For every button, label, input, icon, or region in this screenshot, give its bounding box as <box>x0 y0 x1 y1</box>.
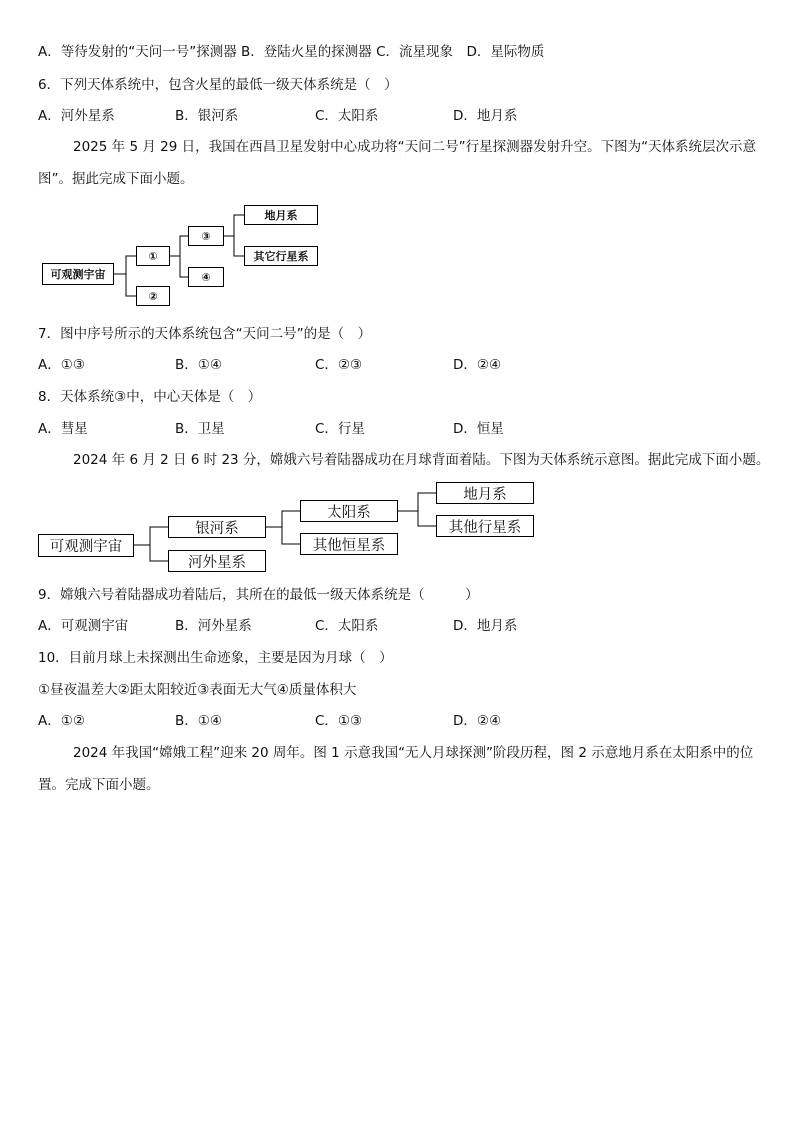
q9-option-d: D．地月系 <box>453 618 518 634</box>
q7-option-b: B．①④ <box>175 357 222 373</box>
passage1-line1: 2025 年 5 月 29 日，我国在西昌卫星发射中心成功将“天问二号”行星探测器发射升空。下图为“天体系统层次示意 <box>73 139 757 155</box>
q10-option-a: A．①② <box>38 713 85 729</box>
passage2-line1: 2024 年 6 月 2 日 6 时 23 分，嫦娥六号着陆器成功在月球背面着陆。下图为天体系统示意图。据此完成下面小题。 <box>73 452 770 468</box>
q8-option-a: A．彗星 <box>38 421 88 437</box>
d2-earth-moon-box: 地月系 <box>436 482 534 504</box>
passage3-line1: 2024 年我国“嫦娥工程”迎来 20 周年。图 1 示意我国“无人月球探测”阶段历程，图 2 示意地月系在太阳系中的位 <box>73 745 754 761</box>
q5-options: A．等待发射的“天问一号”探测器 B．登陆火星的探测器 C．流星现象 D．星际物质 <box>38 44 545 60</box>
q10-option-b: B．①④ <box>175 713 222 729</box>
q7-option-c: C．②③ <box>315 357 363 373</box>
q6-stem: 6．下列天体系统中，包含火星的最低一级天体系统是（ ） <box>38 77 398 93</box>
q8-option-b: B．卫星 <box>175 421 225 437</box>
d1-root-box: 可观测宇宙 <box>42 263 114 285</box>
d2-root-box: 可观测宇宙 <box>38 534 134 557</box>
q6-option-b: B．银河系 <box>175 108 239 124</box>
q6-option-d: D．地月系 <box>453 108 518 124</box>
q8-stem: 8．天体系统③中，中心天体是（ ） <box>38 389 262 405</box>
q9-stem: 9．嫦娥六号着陆器成功着陆后，其所在的最低一级天体系统是（ ） <box>38 587 479 603</box>
q10-items: ①昼夜温差大②距太阳较近③表面无大气④质量体积大 <box>38 682 357 698</box>
passage1-line2: 图”。据此完成下面小题。 <box>38 171 194 187</box>
d2-other-planets-box: 其他行星系 <box>436 515 534 537</box>
q9-option-c: C．太阳系 <box>315 618 379 634</box>
d1-node-2: ② <box>136 286 170 306</box>
q10-option-d: D．②④ <box>453 713 502 729</box>
q9-option-a: A．可观测宇宙 <box>38 618 129 634</box>
q7-option-a: A．①③ <box>38 357 85 373</box>
d2-other-stars-box: 其他恒星系 <box>300 533 398 555</box>
q6-option-c: C．太阳系 <box>315 108 379 124</box>
d1-leaf-earth-moon: 地月系 <box>244 205 318 225</box>
d1-leaf-other-planets: 其它行星系 <box>244 246 318 266</box>
d2-solar-system-box: 太阳系 <box>300 500 398 522</box>
q9-option-b: B．河外星系 <box>175 618 252 634</box>
d1-node-1: ① <box>136 246 170 266</box>
q8-option-c: C．行星 <box>315 421 365 437</box>
d1-node-3: ③ <box>188 226 224 246</box>
passage3-line2: 置。完成下面小题。 <box>38 777 160 793</box>
q6-option-a: A．河外星系 <box>38 108 115 124</box>
q10-stem: 10．目前月球上未探测出生命迹象，主要是因为月球（ ） <box>38 650 393 666</box>
q10-option-c: C．①③ <box>315 713 363 729</box>
q7-stem: 7．图中序号所示的天体系统包含“天问二号”的是（ ） <box>38 326 372 342</box>
d2-other-galaxies-box: 河外星系 <box>168 550 266 572</box>
d2-milky-way-box: 银河系 <box>168 516 266 538</box>
d1-node-4: ④ <box>188 267 224 287</box>
q7-option-d: D．②④ <box>453 357 502 373</box>
q8-option-d: D．恒星 <box>453 421 504 437</box>
